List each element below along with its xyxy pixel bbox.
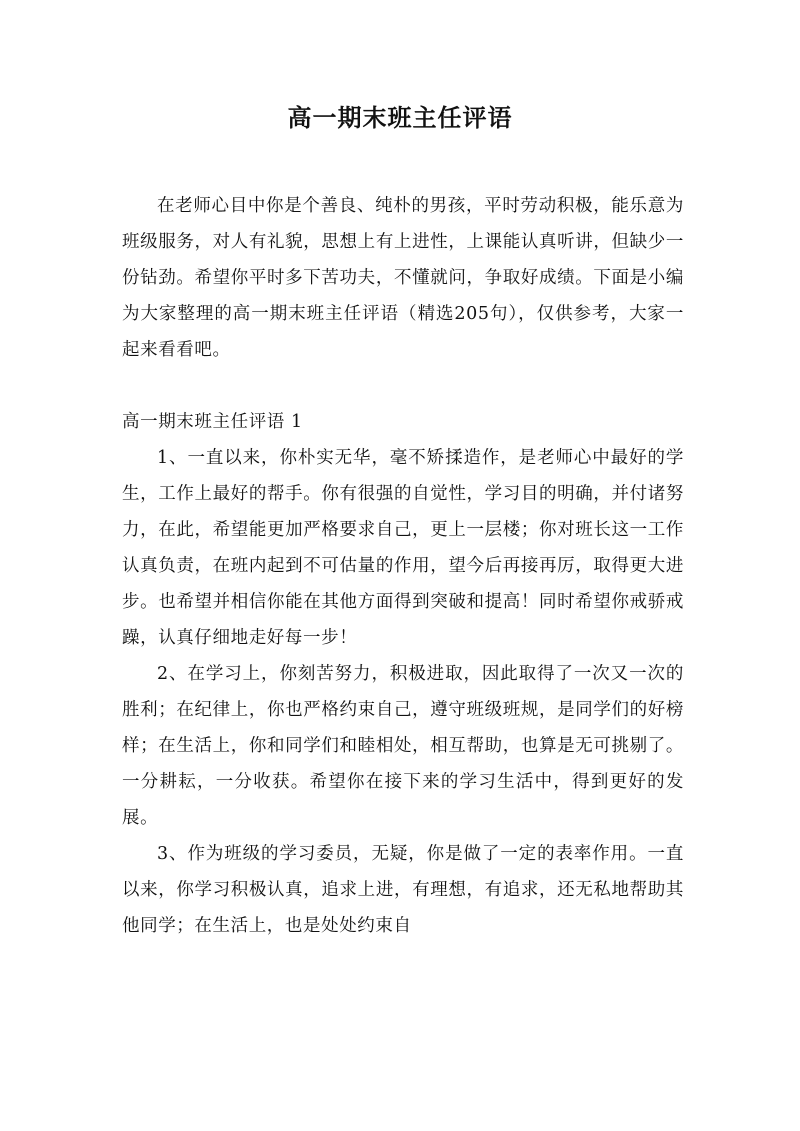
document-title: 高一期末班主任评语 xyxy=(287,103,513,132)
comment-paragraph-2: 2、在学习上，你刻苦努力，积极进取，因此取得了一次又一次的胜利；在纪律上，你也严格约束自己，遵守班级班规，是同学们的好榜样；在生活上，你和同学们和睦相处，相互帮助，也算是无可挑剔了。一分耕耘，一分收获。希望你在接下来的学习生活中，得到更好的发展。 xyxy=(122,664,684,828)
section-heading: 高一期末班主任评语 1 xyxy=(122,412,303,432)
intro-paragraph: 在老师心目中你是个善良、纯朴的男孩，平时劳动积极，能乐意为班级服务，对人有礼貌，思想上有上进性，上课能认真听讲，但缺少一份钻劲。希望你平时多下苦功夫，不懂就问，争取好成绩。下面是小编为大家整理的高一期末班主任评语（精选205句），仅供参考，大家一起来看看吧。 xyxy=(122,196,684,360)
document-body xyxy=(122,188,684,944)
comment-paragraph-1: 1、一直以来，你朴实无华，毫不矫揉造作，是老师心中最好的学生，工作上最好的帮手。你有很强的自觉性，学习目的明确，并付诸努力，在此，希望能更加严格要求自己，更上一层楼；你对班长这一工作认真负责，在班内起到不可估量的作用，望今后再接再厉，取得更大进步。也希望并相信你能在其他方面得到突破和提高！同时希望你戒骄戒躁，认真仔细地走好每一步！ xyxy=(122,448,684,648)
comment-paragraph-3: 3、作为班级的学习委员，无疑，你是做了一定的表率作用。一直以来，你学习积极认真，追求上进，有理想，有追求，还无私地帮助其他同学；在生活上，也是处处约束自 xyxy=(122,844,684,936)
